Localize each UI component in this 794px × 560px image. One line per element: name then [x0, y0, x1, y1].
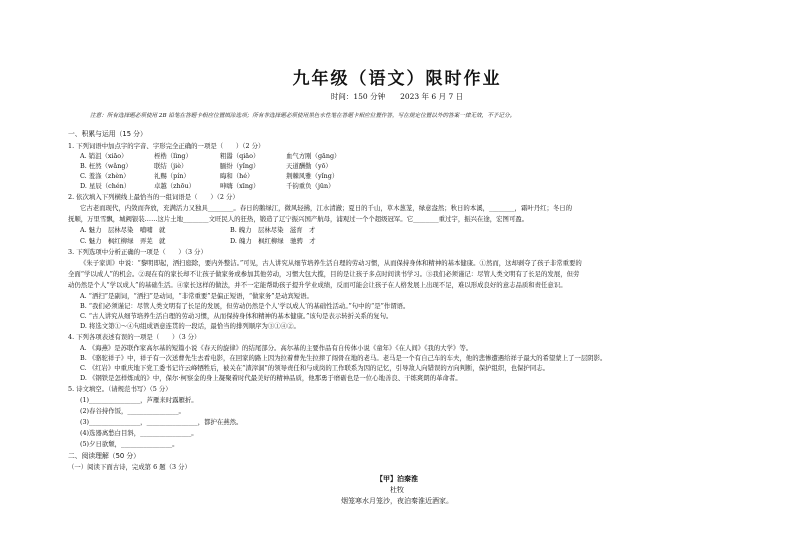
question-5-line-1: (1)________________，芦雁来时露雁折。	[80, 396, 198, 404]
section-2-sub-1: （一）阅读下面古诗，完成第 6 题（3 分）	[68, 463, 191, 471]
q1-a-3: 粗嚣（qiāo）	[220, 152, 260, 160]
question-2-stem: 2. 依次填入下列横线上最恰当的一组词语是（ ）（2 分）	[68, 193, 239, 201]
question-1-option-b	[80, 163, 332, 169]
question-2-text-1: 它古老而现代，内敛而奔放，充满活力又独具________。春日的鹅绿江，微风轻拂，江水清澈；夏日的千山，草木葱茏，绿意盎然；秋日的本溪，________，霜叶丹红；冬日的	[80, 204, 573, 212]
question-2-options-cd	[80, 238, 316, 244]
question-3-para-2: 全面“学以成人”的机会。②现在有的家长却不让孩子做家务或参加其他劳动，习惯大包大揽，目的是让孩子多点时间读书学习。③我们必须谨记：尽管人类文明有了长足的发展，但劳	[68, 270, 580, 278]
question-3-option-b: B. “我们必须谨记：尽管人类文明有了长足的发展，但劳动仍然是个人‘学以成人’的基础性活动。”句中的“是”作谓语。	[80, 302, 410, 310]
question-1-stem: 1. 下列词语中加点字的字音、字形完全正确的一项是（ ）（2 分）	[68, 142, 265, 150]
question-3-para-3: 动仍然是个人“学以成人”的基础生活。④家长这样的做法，并不一定能帮助孩子提升学业成绩，反而可能会让孩子在人格发展上出现不足，难以形成良好的意志品质和责任意识。	[68, 281, 567, 289]
question-4-option-d: D. 《钢铁是怎样炼成的》中，保尔·柯察金的身上凝聚着时代最美好的精神品质，他那勇于磨砺也是一位心地善良、干练爽朗的革命者。	[80, 374, 462, 382]
question-2-options-ab	[80, 227, 315, 233]
q1-a-2: 桎梏（lìng）	[154, 152, 192, 160]
q1-c-2: 礼赐（pín）	[154, 172, 190, 180]
q1-b-3: 腼纷（yǐng）	[220, 162, 260, 170]
q1-b-4: 天道酬勤（yō）	[286, 162, 332, 170]
q2-option-b: B. 魄力 层林尽染 滋育 才	[230, 226, 316, 234]
q1-c-3: 晦和（hé）	[220, 172, 254, 180]
question-4-option-c: C. 《红岩》中重庆地下党工委书记许云峰牺牲后，被关在“渣滓洞”的领导责任和与成岗的工作联系为因的记忆，引导敌人向错误的方向判断，保护组织，也保护同志。	[80, 364, 549, 372]
question-3-para-1: 《朱子家训》中说：“黎明即起，洒扫庭除，要内外整洁。”可见，古人讲究从细节培养生活自理的劳动习惯，从而保持身体和精神的基本健康。①然而，这却剥夺了孩子非常重要的	[80, 259, 582, 267]
q1-c-4: 荆棘风雅（yǐng）	[286, 172, 339, 180]
question-3-option-c: C. “古人讲究从细节培养生活自理的劳动习惯，从而保持身体和精神的基本健康。”该句是表示转折关系的复句。	[80, 312, 393, 320]
question-5-stem: 5. 诗文填空。（请规范书写）（5 分）	[68, 385, 172, 393]
question-1-option-c	[80, 173, 338, 179]
question-3-option-d: D. 将选文第①～④句组成语意连贯的一段话，最恰当的排列顺序为③①④②。	[80, 322, 300, 330]
section-heading-1: 一、积累与运用（15 分）	[68, 130, 147, 138]
page-title: 九年级（语文）限时作业	[292, 69, 502, 89]
q2-option-d: D. 魄力 枫红柳绿 驰骋 才	[230, 237, 316, 245]
q1-d-4: 千钧重负（jūn）	[286, 182, 335, 190]
question-4-stem: 4. 下列各项表述有误的一项是（ ）（3 分）	[68, 333, 201, 341]
q1-d-1: D. 星辰（chén）	[80, 182, 131, 190]
q2-option-a: A. 魅力 层林尽染 哺哺 就	[80, 226, 166, 234]
question-5-line-2: (2)春谷持作饭，________________。	[80, 407, 185, 415]
section-heading-2: 二、阅读理解（50 分）	[68, 452, 140, 460]
exam-time-date: 时间：150 分钟 2023 年 6 月 7 日	[330, 92, 464, 101]
q2-option-c: C. 魅力 枫红柳绿 弄芜 就	[80, 237, 166, 245]
q1-c-1: C. 羞涤（zhèn）	[80, 172, 130, 180]
poem-line-1: 烟笼寒水月笼沙，夜泊秦淮近酒家。	[341, 497, 453, 505]
question-3-option-a: A. “洒扫”是副词，“洒扫”是动词，“非常重要”是偏正短语，“做家务”是动宾短语。	[80, 292, 313, 300]
question-3-stem: 3. 下列选项中分析正确的一项是（ ）（3 分）	[68, 248, 207, 256]
q1-b-2: 联结（jiè）	[154, 162, 188, 170]
question-4-option-a: A. 《海燕》是苏联作家高尔基的短篇小说《春天的旋律》的结尾部分。高尔基的主要作品有自传体小说《童年》《在人间》《我的大学》等。	[80, 344, 473, 352]
question-1-option-d	[80, 183, 335, 189]
poem-title: 【甲】泊秦淮	[376, 475, 418, 483]
q1-a-4: 血气方刚（gāng）	[286, 152, 341, 160]
question-1-option-a	[80, 153, 340, 159]
q1-d-2: 卓越（zhōu）	[154, 182, 196, 190]
exam-notice: 注意：所有选择题必须使用 2B 铅笔在答题卡相应位置填涂选项；所有非选择题必须使用黑色水性笔在答题卡相应位置作答，写在规定位置以外的答案一律无效，不予记分。	[90, 113, 516, 119]
question-5-line-3: (3)________________，________________，都护在燕然。	[80, 418, 243, 426]
question-5-line-5: (5)夕日欲颓，________________。	[80, 440, 179, 448]
question-5-line-4: (4)选器离愁白目斜，________________。	[80, 429, 198, 437]
question-4-option-b: B. 《骆驼祥子》中，祥子有一次送曹先生去看电影，在回家的路上因为拉着曹先生拉摔了闯骨在地的老马。老马是一个有自己车的车夫，他的悲惨遭遇给祥子最大的希望蒙上了一层阴影。	[80, 354, 607, 362]
q1-a-1: A. 销沮（xiāo）	[80, 152, 128, 160]
q1-b-1: B. 枉然（wǎng）	[80, 162, 132, 170]
question-2-text-2: 抚顺，万里雪飘，城阙银装……这片土地________文旺民人的狂热，锻造了辽宁振兴国产航母，浦观过一个个超级冠军。它________重过宇，振兴在途，宏图可盈。	[68, 215, 529, 223]
poem-author: 杜牧	[390, 486, 404, 494]
q1-d-3: 呻嗨（xīng）	[220, 182, 260, 190]
